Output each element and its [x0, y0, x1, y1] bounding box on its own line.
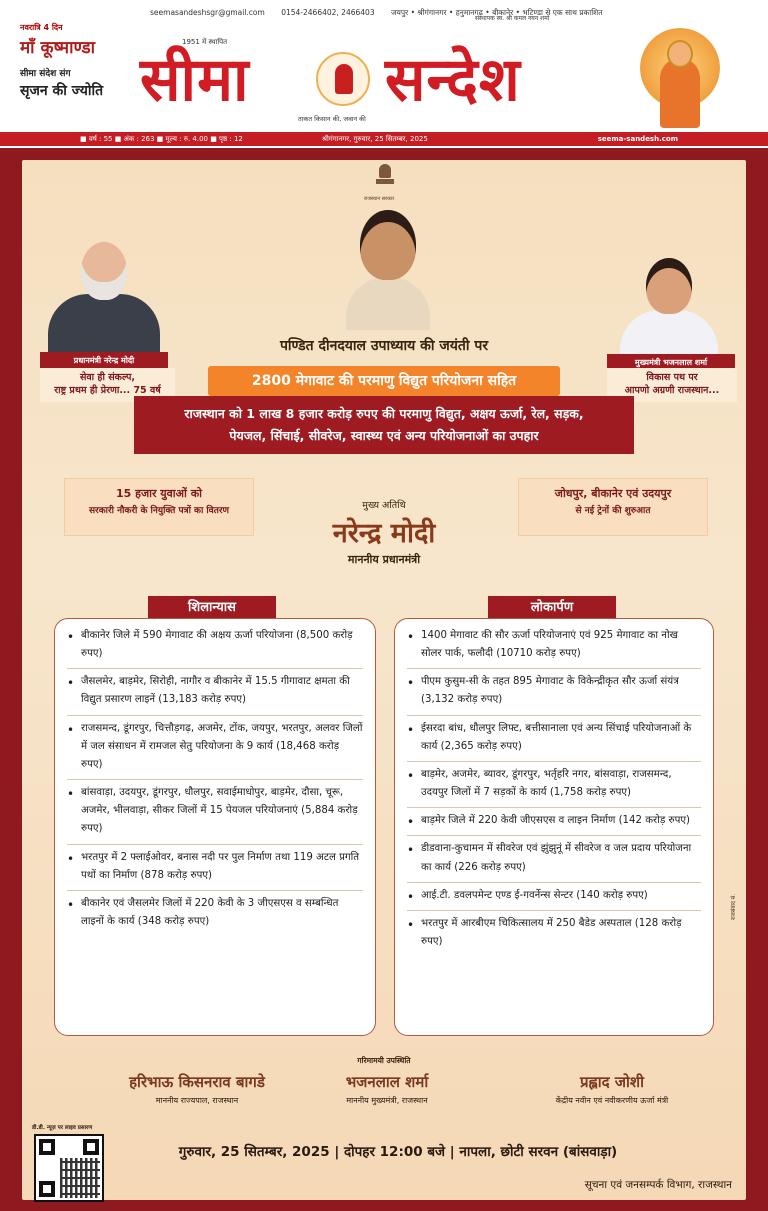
release-number: राजसंवाद सं.: [731, 893, 737, 920]
email-text[interactable]: seemasandeshsgr@gmail.com: [150, 8, 265, 17]
lokarpan-heading: लोकार्पण: [488, 596, 616, 620]
guest-designation: माननीय राज्यपाल, राजस्थान: [155, 1096, 239, 1105]
jobs-box-line-2: सरकारी नौकरी के नियुक्ति पत्रों का वितरण: [88, 505, 230, 516]
gift-line-2: पेयजल, सिंचाई, सीवरेज, स्वास्थ्य एवं अन्य परियोजनाओं का उपहार: [229, 428, 539, 443]
guest-union-minister: [502, 1072, 722, 1106]
list-item: • बांसवाड़ा, उदयपुर, डूंगरपुर, धौलपुर, सवाईमाधोपुर, बाड़मेर, दौसा, चूरू, अजमेर, भीलवाड़ा, सीकर जिलों में 15 पेयजल परियोजनाएं (5,884 करोड़ रुपए): [67, 784, 363, 844]
modi-head-shape: [81, 242, 127, 300]
list-item: • बीकानेर एवं जैसलमेर जिलों में 220 केवी के 3 जीएसएस व सम्बन्धित लाइनों के कार्य (348 करोड़ रुपए): [67, 895, 363, 936]
qr-modules-shape: [60, 1158, 100, 1198]
guest-name: भजनलाल शर्मा: [345, 1073, 429, 1091]
brand-word-sandesh: सन्देश: [385, 45, 521, 115]
list-item: • बाड़मेर, अजमेर, ब्यावर, डूंगरपुर, भर्तृहरि नगर, बांसवाड़ा, राजसमन्द, उदयपुर जिलों में 7 सड़कों के कार्य (1,758 करोड़ रुपए): [407, 766, 701, 808]
guest-governor: [82, 1072, 312, 1106]
list-item: • 1400 मेगावाट की सौर ऊर्जा परियोजनाएं एवं 925 मेगावाट का नोख सोलर पार्क, फलौदी (10710 करोड़ रुपए): [407, 627, 701, 669]
guest-name: हरिभाऊ किसनराव बागडे: [129, 1073, 265, 1091]
deendayal-portrait: [332, 205, 442, 330]
bhajan-torso-shape: [620, 310, 718, 358]
chief-guest-title: माननीय प्रधानमंत्री: [347, 553, 421, 566]
website-link[interactable]: seema-sandesh.com: [597, 135, 678, 143]
navratri-day: नवरात्रि 4 दिन: [20, 23, 63, 32]
goddess-head-shape: [667, 40, 693, 68]
list-item: • डीडवाना-कुचामन में सीवरेज एवं झुंझुनूं में सीवरेज व जल प्रदाय परियोजना का कार्य (226 करोड़ रुपए): [407, 840, 701, 882]
qr-finder-shape: [39, 1181, 55, 1197]
srijan-text: सृजन की ज्योति: [20, 83, 104, 99]
gift-banner: [134, 396, 634, 454]
chief-guest-name: नरेन्द्र मोदी: [332, 518, 436, 549]
ddu-head-shape: [360, 210, 416, 280]
ddu-torso-shape: [346, 277, 430, 330]
list-item: • पीएम कुसुम-सी के तहत 895 मेगावाट के विकेन्द्रीकृत सौर ऊर्जा संयंत्र (3,132 करोड़ रुपए): [407, 673, 701, 715]
guest-name: प्रह्लाद जोशी: [580, 1073, 644, 1091]
lokarpan-list: [407, 627, 701, 956]
government-advertisement: [0, 148, 768, 1211]
lokarpan-panel: [394, 618, 714, 1036]
advertisement-body: [22, 160, 746, 1200]
dignitaries-heading: गरिमामयी उपस्थिति: [357, 1056, 411, 1065]
established-text: 1951 में स्थापित: [182, 38, 228, 46]
shilanyas-heading: शिलान्यास: [148, 596, 276, 620]
guest-designation: माननीय मुख्यमंत्री, राजस्थान: [346, 1096, 428, 1105]
list-item: • भरतपुर में 2 फ्लाईओवर, बनास नदी पर पुल निर्माण तथा 119 अटल प्रगति पथों का निर्माण (878 करोड़ रुपए): [67, 849, 363, 891]
jayanti-heading: पण्डित दीनदयाल उपाध्याय की जयंती पर: [279, 338, 489, 354]
issue-info-bar: [0, 132, 768, 146]
chief-guest-block: [267, 498, 501, 567]
list-item: • भरतपुर में आरबीएम चिकित्सालय में 250 बैडेड अस्पताल (128 करोड़ रुपए): [407, 915, 701, 956]
qr-finder-shape: [39, 1139, 55, 1155]
shilanyas-panel: [54, 618, 376, 1036]
city-date: श्रीगंगानगर, गुरुवार, 25 सितम्बर, 2025: [322, 135, 428, 143]
modi-caption: प्रधानमंत्री नरेन्द्र मोदी: [40, 352, 168, 369]
phone-text: 0154-2466402, 2466403: [281, 8, 375, 17]
goddess-illustration: [605, 18, 755, 130]
live-broadcast-label: डी.डी. न्यूज़ पर लाइव प्रसारण: [32, 1125, 93, 1131]
emblem-caption: राजस्थान सरकार: [364, 196, 395, 202]
bhajan-head-shape: [646, 258, 692, 314]
goddess-name: माँ कूष्माण्डा: [20, 38, 96, 58]
department-credit: सूचना एवं जनसम्पर्क विभाग, राजस्थान: [584, 1179, 732, 1191]
seema-sang-text: सीमा संदेश संग: [20, 69, 71, 79]
brand-emblem-icon: [316, 52, 370, 106]
founder-text: संस्थापक स्व. श्री कमल नयन शर्मा: [475, 15, 550, 22]
emblem-base-shape: [376, 179, 394, 184]
newspaper-logo[interactable]: [130, 30, 600, 123]
guest-designation: केंद्रीय नवीन एवं नवीकरणीय ऊर्जा मंत्री: [555, 1096, 669, 1105]
masthead: [0, 0, 768, 148]
jobs-box: [64, 478, 254, 536]
list-item: • राजसमन्द, डूंगरपुर, चित्तौड़गढ़, अजमेर, टोंक, जयपुर, भरतपुर, अलवर जिलों में जल संसाधन में रामजल सेतु परियोजना के 9 कार्य (18,468 करोड़ रुपए): [67, 720, 363, 780]
goddess-body-shape: [660, 58, 700, 128]
qr-finder-shape: [83, 1139, 99, 1155]
nuclear-project-ribbon: 2800 मेगावाट की परमाणु विद्युत परियोजना सहित: [208, 366, 560, 396]
tagline: ताकत किसान की, जवान की: [298, 115, 366, 123]
trains-box: [518, 478, 708, 536]
trains-box-line-2: से नई ट्रेनों की शुरुआत: [575, 505, 651, 516]
modi-torso-shape: [48, 294, 160, 357]
bhajanlal-photo: [614, 250, 724, 358]
state-emblem-icon: [374, 164, 396, 194]
modi-quote-line-1: सेवा ही संकल्प,: [79, 372, 136, 383]
bhajanlal-caption: मुख्यमंत्री भजनलाल शर्मा: [607, 354, 735, 371]
list-item: • जैसलमेर, बाड़मेर, सिरोही, नागौर व बीकानेर में 15.5 गीगावाट क्षमता की विद्युत प्रसारण लाइनें (13,183 करोड़ रुपए): [67, 673, 363, 715]
emblem-lions-shape: [379, 164, 391, 178]
brand-word-seema: सीमा: [140, 45, 250, 115]
gift-line-1: राजस्थान को 1 लाख 8 हजार करोड़ रुपए की परमाणु विद्युत, अक्षय ऊर्जा, रेल, सड़क,: [184, 406, 584, 421]
list-item: • ईसरदा बांध, धौलपुर लिफ्ट, बत्तीसानाला एवं अन्य सिंचाई परियोजनाओं के कार्य (2,365 करोड़ रुपए): [407, 720, 701, 762]
shilanyas-list: [67, 627, 363, 936]
masthead-left-column: [20, 22, 130, 100]
modi-quote-line-2: राष्ट्र प्रथम ही प्रेरणा... 75 वर्ष: [54, 384, 161, 396]
editions-text: जयपुर • श्रीगंगानगर • हनुमानगढ़ • बीकानेर • भटिण्डा से एक साथ प्रकाशित: [390, 8, 603, 17]
qr-code-icon[interactable]: [34, 1134, 104, 1202]
modi-photo: [36, 232, 171, 357]
jobs-box-line-1: 15 हजार युवाओं को: [115, 487, 203, 500]
bhajan-quote-line-2: आपणो अग्रणी राजस्थान...: [624, 384, 720, 396]
list-item: • बाड़मेर जिले में 220 केवी जीएसएस व लाइन निर्माण (142 करोड़ रुपए): [407, 812, 701, 836]
list-item: • आई.टी. डवलपमेन्ट एण्ड ई-गवर्नेन्स सेन्टर (140 करोड़ रुपए): [407, 887, 701, 911]
trains-box-line-1: जोधपुर, बीकानेर एवं उदयपुर: [554, 487, 672, 500]
bhajan-quote-line-1: विकास पथ पर: [646, 372, 698, 383]
guest-chief-minister: [312, 1072, 462, 1106]
list-item: • बीकानेर जिले में 590 मेगावाट की अक्षय ऊर्जा परियोजना (8,500 करोड़ रुपए): [67, 627, 363, 669]
issue-info: ■ वर्ष : 55 ■ अंक : 263 ■ मूल्य : रु. 4.00 ■ पृष्ठ : 12: [80, 135, 243, 143]
chief-guest-label: मुख्य अतिथि: [362, 500, 406, 511]
event-details: गुरुवार, 25 सितम्बर, 2025 | दोपहर 12:00 बजे | नापला, छोटी सरवन (बांसवाड़ा): [178, 1144, 618, 1160]
